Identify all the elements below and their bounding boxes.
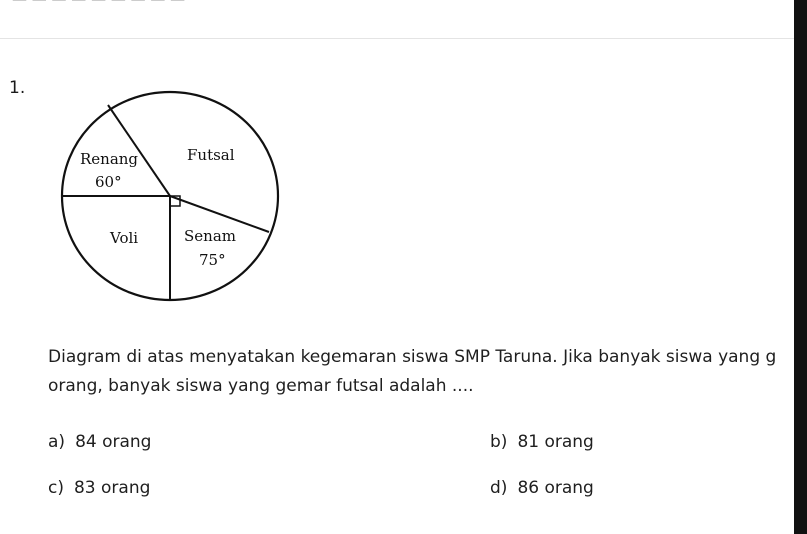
- label-futsal: Futsal: [187, 146, 235, 164]
- question-line-2: orang, banyak siswa yang gemar futsal adalah ....: [48, 376, 474, 396]
- pie-chart: [58, 86, 282, 304]
- option-d-text: 86 orang: [517, 478, 594, 498]
- label-senam: Senam: [184, 227, 236, 245]
- label-renang: Renang: [80, 150, 139, 168]
- question-line-1: Diagram di atas menyatakan kegemaran siswa SMP Taruna. Jika banyak siswa yang g: [48, 347, 777, 367]
- scrollbar[interactable]: [794, 0, 807, 534]
- option-a-letter: a): [48, 432, 66, 452]
- label-voli: Voli: [110, 229, 139, 247]
- option-c-letter: c): [48, 478, 64, 498]
- value-renang: 60°: [95, 173, 122, 191]
- option-c-text: 83 orang: [73, 478, 151, 498]
- option-d[interactable]: [490, 478, 594, 498]
- option-b-text: 81 orang: [517, 432, 594, 452]
- option-d-letter: d): [490, 478, 508, 498]
- pie-chart-figure: [58, 86, 282, 304]
- option-a[interactable]: [48, 432, 151, 452]
- header-strip: [0, 0, 795, 39]
- value-senam: 75°: [199, 251, 226, 269]
- option-a-text: 84 orang: [75, 432, 152, 452]
- question-number: 1.: [9, 78, 26, 98]
- cropped-header-text: [12, 0, 185, 8]
- option-c[interactable]: [48, 478, 150, 498]
- option-b-letter: b): [490, 432, 508, 452]
- option-b[interactable]: [490, 432, 594, 452]
- question-text: [48, 343, 793, 401]
